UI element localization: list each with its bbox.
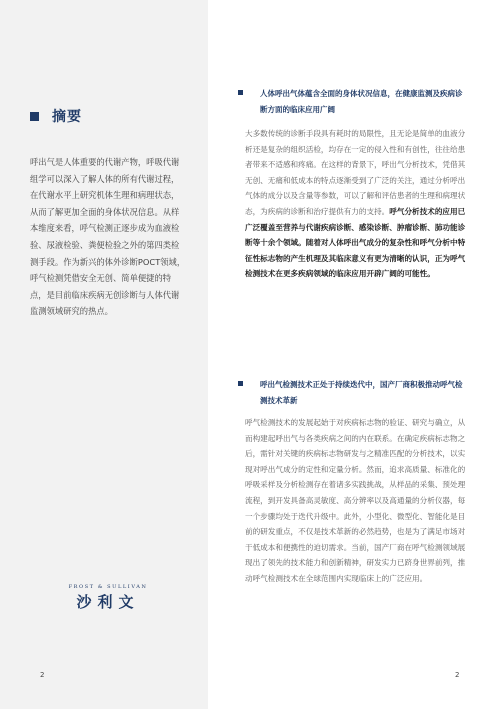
section-technology-iteration <box>230 377 466 587</box>
body-plain-text: 大多数传统的诊断手段具有耗时的局限性，且无论是简单的血液分析还是复杂的组织活检，均存在一定的侵入性和有创性，往往给患者带来不适感和疼痛。在这样的背景下，呼出气分析技术，凭借其无创、无痛和低成本的特点逐渐受到了广泛的关注，通过分析呼出气体的成分以及含量等参数，可以了解和评估患者的生理和病理状态，为疾病的诊断和治疗提供有力的支持。 <box>245 129 466 216</box>
square-bullet-icon <box>238 381 243 386</box>
abstract-heading <box>30 106 82 126</box>
section-body-paragraph <box>230 126 466 282</box>
logo-english-text: FROST & SULLIVAN <box>68 584 148 590</box>
abstract-title: 摘要 <box>52 109 82 125</box>
body-emphasized-text: 呼气分析技术的应用已广泛覆盖至营养与代谢疾病诊断、感染诊断、肿瘤诊断、肺功能诊断等十余个领域。随着对人体呼出气成分的复杂性和呼气分析中特征性标志物的产生机理及其临床意义有更为清晰的认识，正为呼气检测技术在更多疾病领域的临床应用开辟广阔的可能性。 <box>245 206 466 279</box>
section-title: 呼出气检测技术正处于持续迭代中，国产厂商积极推动呼气检测技术革新 <box>260 380 463 405</box>
section-health-diagnosis <box>230 86 466 282</box>
logo-chinese-text: 沙利文 <box>76 593 140 611</box>
section-heading <box>230 377 466 408</box>
section-body-paragraph: 呼气检测技术的发展起始于对疾病标志物的验证、研究与确立，从而构建起呼出气与各类疾病之间的内在联系。在确定疾病标志物之后，需针对关键的疾病标志物研发与之精准匹配的分析技术，以实现对呼出气成分的定性和定量分析。然而，追求高质量、标准化的呼吸采样及分析检测存在着诸多实践挑战，从样品的采集、预处理流程，到开发具备高灵敏度、高分辨率以及高通量的分析仪器，每一个步骤均处于迭代升级中。此外，小型化、微型化、智能化是目前的研发重点，不仅是技术革新的必然趋势，也是为了满足市场对于低成本和便携性的迫切需求。当前，国产厂商在呼气检测领域展现出了领先的技术能力和创新精神，研发实力已跻身世界前列，推动呼气检测技术在全球范围内实现临床上的广泛应用。 <box>245 418 466 583</box>
square-bullet-icon <box>238 90 243 95</box>
page-number-left: 2 <box>40 671 45 679</box>
page-number-right: 2 <box>455 671 460 679</box>
abstract-body: 呼出气是人体重要的代谢产物，呼吸代谢组学可以深入了解人体的所有代谢过程，在代谢水平上研究机体生理和病理状态，从而了解更加全面的身体状况信息。从样本维度来看，呼气检测正逐步成为血液检验、尿液检验、粪便检验之外的第四类检测手段。作为新兴的体外诊断POCT领域，呼气检测凭借安全无创、简单便捷的特点，是目前临床疾病无创诊断与人体代谢监测领域研究的热点。 <box>30 157 186 317</box>
frost-sullivan-logo <box>58 584 158 612</box>
square-bullet-icon <box>30 112 39 121</box>
section-title: 人体呼出气体蕴含全面的身体状况信息，在健康监测及疾病诊断方面的临床应用广阔 <box>260 89 463 114</box>
section-heading <box>230 86 466 117</box>
